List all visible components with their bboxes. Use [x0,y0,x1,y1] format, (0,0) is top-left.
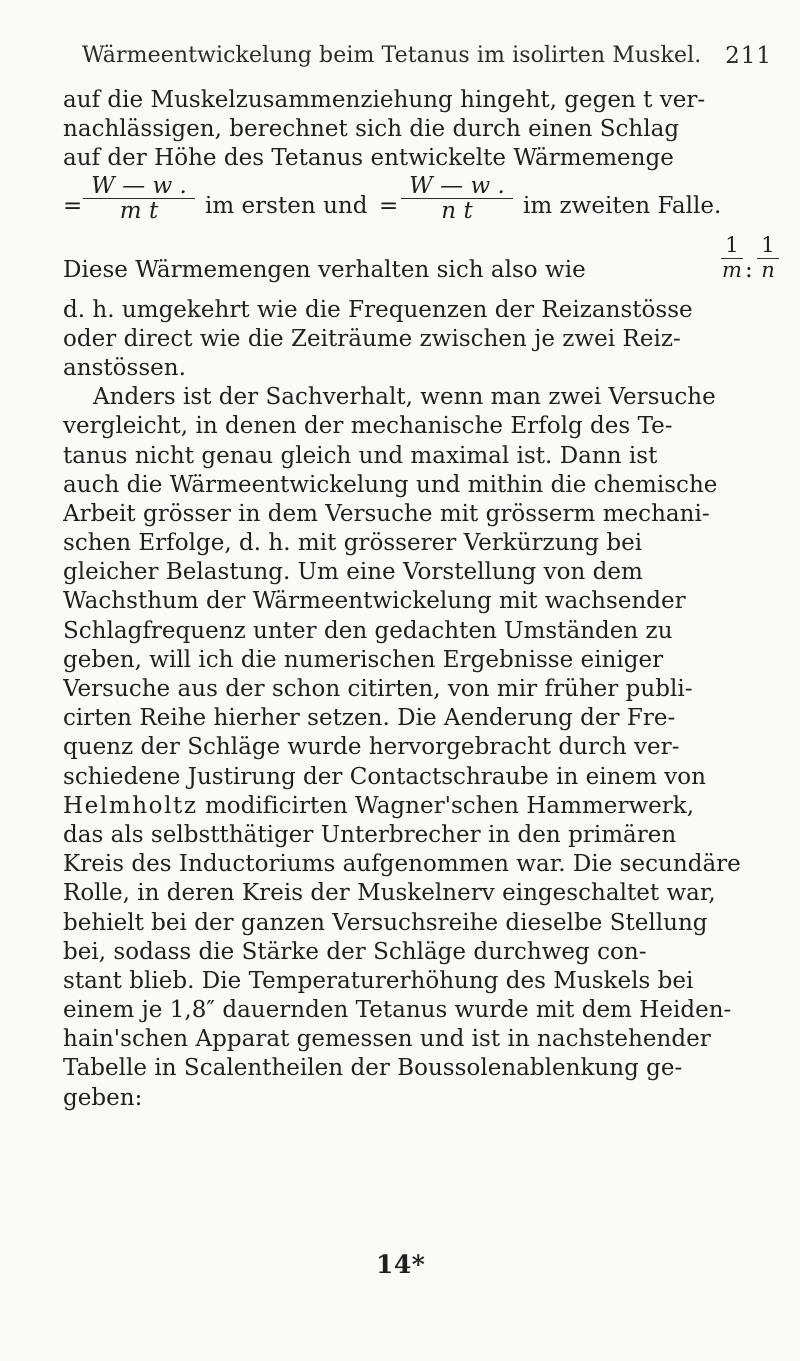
first-fraction-denominator: m t [119,197,159,224]
left-ratio-fraction [721,234,743,281]
left-ratio-denominator: m [722,257,742,282]
text-line: d. h. umgekehrt wie die Frequenzen der Reizanstösse [63,296,693,323]
second-fraction-numerator: W — w . [401,174,513,199]
second-case-text: im zweiten Falle. [523,192,722,219]
text-line: vergleicht, in denen der mechanische Erfolg des Te- [63,413,673,440]
equals-sign: = [379,192,399,219]
text-line: Kreis des Inductoriums aufgenommen war. Die secundäre [63,851,741,878]
paragraph-first-line: Anders ist der Sachverhalt, wenn man zwei Versuche [93,384,716,411]
ratio-colon: : [745,256,753,283]
text-line: geben: [63,1084,143,1111]
text-line: behielt bei der ganzen Versuchsreihe dieselbe Stellung [63,909,708,936]
text-line: schen Erfolge, d. h. mit grösserer Verkürzung bei [63,530,643,557]
helmholtz-name: Helmholtz [63,792,198,819]
body-text [63,86,778,1113]
first-fraction-numerator: W — w . [83,174,195,199]
text-line: oder direct wie die Zeiträume zwischen je zwei Reiz- [63,325,681,352]
first-fraction [83,174,195,223]
ratio-formula [63,232,778,296]
text-line: bei, sodass die Stärke der Schläge durchweg con- [63,938,647,965]
page-number: 211 [725,43,772,69]
text-line: nachlässigen, berechnet sich die durch einen Schlag [63,116,680,143]
text-line: Versuche aus der schon citirten, von mir früher publi- [63,676,693,702]
text-line: schiedene Justirung der Contactschraube in einem von [63,763,706,790]
text-line: Rolle, in deren Kreis der Muskelnerv eingeschaltet war, [63,880,716,907]
printer-signature: 14* [376,1250,426,1279]
text-line: gleicher Belastung. Um eine Vorstellung von dem [63,559,643,586]
ratio-text: Diese Wärmemengen verhalten sich also wie [63,256,586,283]
heat-formula [63,174,778,232]
text-line: auch die Wärmeentwickelung und mithin die chemische [63,471,718,498]
text-line-with-name [63,792,778,821]
text-line: anstössen. [63,354,186,381]
right-ratio-numerator: 1 [757,234,779,259]
text-line: quenz der Schläge wurde hervorgebracht durch ver- [63,734,680,761]
text-line: stant blieb. Die Temperaturerhöhung des Muskels bei [63,967,694,994]
right-ratio-fraction [757,234,779,281]
text-line: geben, will ich die numerischen Ergebnisse einiger [63,646,664,673]
second-fraction [401,174,513,223]
equals-sign: = [63,192,83,219]
text-line: einem je 1,8″ dauernden Tetanus wurde mit dem Heiden- [63,997,732,1024]
text-line: hain'schen Apparat gemessen und ist in nachstehender [63,1026,711,1053]
first-case-text: im ersten und [205,192,368,219]
text-line: tanus nicht genau gleich und maximal ist. Dann ist [63,442,658,469]
text-line: auf die Muskelzusammenziehung hingeht, gegen t ver- [63,87,706,113]
second-fraction-denominator: n t [441,197,473,224]
left-ratio-numerator: 1 [721,234,743,259]
text-line: Schlagfrequenz unter den gedachten Umständen zu [63,617,673,644]
text-line: Arbeit grösser in dem Versuche mit grösserm mechani- [63,500,710,527]
text-line: Wachsthum der Wärmeentwickelung mit wachsender [63,588,686,615]
running-header-title: Wärmeentwickelung beim Tetanus im isolirten Muskel. [82,43,702,68]
text-line: Tabelle in Scalentheilen der Boussolenablenkung ge- [63,1055,683,1082]
text-line: cirten Reihe hierher setzen. Die Aenderung der Fre- [63,705,676,732]
text-line: das als selbstthätiger Unterbrecher in den primären [63,821,677,848]
line-remainder: modificirten Wagner'schen Hammerwerk, [197,792,695,819]
right-ratio-denominator: n [761,257,775,282]
text-line: auf der Höhe des Tetanus entwickelte Wärmemenge [63,145,674,172]
